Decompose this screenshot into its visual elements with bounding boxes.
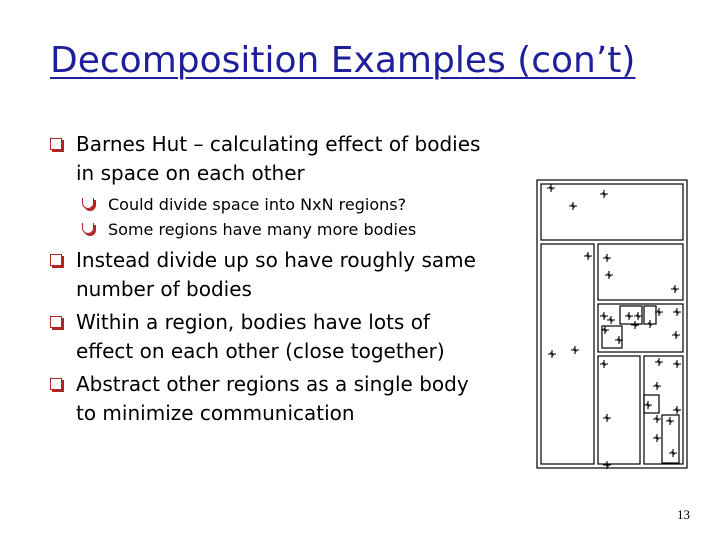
star-body-icon: [584, 252, 592, 260]
region-top: [541, 184, 683, 240]
sub-bullet-item: [82, 192, 490, 217]
star-body-icon: [653, 382, 661, 390]
star-body-icon: [672, 331, 680, 339]
star-body-icon: [644, 401, 652, 409]
star-body-icon: [571, 346, 579, 354]
star-body-icon: [569, 202, 577, 210]
star-body-icon: [673, 308, 681, 316]
star-body-icon: [631, 321, 639, 329]
star-body-icon: [547, 184, 555, 192]
star-body-icon: [653, 434, 661, 442]
barnes-hut-diagram: [535, 178, 690, 470]
bullet-item: [50, 308, 490, 366]
sub-bullet-list: [82, 192, 490, 242]
square-bullet-icon: [50, 378, 62, 390]
star-body-icon: [603, 414, 611, 422]
bullet-item: [50, 130, 490, 242]
square-bullet-icon: [50, 316, 62, 328]
star-body-icon: [669, 449, 677, 457]
square-bullet-icon: [50, 138, 62, 150]
outer-region: [537, 180, 687, 468]
star-body-icon: [600, 190, 608, 198]
star-body-icon: [634, 312, 642, 320]
sub-bullet-text: Some regions have many more bodies: [108, 220, 417, 239]
bullet-text: Instead divide up so have roughly same number of bodies: [76, 248, 476, 301]
region-right-top: [598, 244, 683, 300]
star-body-icon: [625, 312, 633, 320]
bullet-text: Abstract other regions as a single body to minimize communication: [76, 372, 469, 425]
star-body-icon: [607, 316, 615, 324]
star-body-icon: [673, 406, 681, 414]
region-right-mid: [598, 304, 683, 352]
star-body-icon: [605, 271, 613, 279]
bullet-item: [50, 370, 490, 428]
sub-bullet-text: Could divide space into NxN regions?: [108, 195, 407, 214]
star-body-icon: [655, 358, 663, 366]
star-body-icon: [600, 360, 608, 368]
cup-bullet-icon: [82, 198, 94, 209]
bullet-text: Within a region, bodies have lots of effect on each other (close together): [76, 310, 445, 363]
bullet-item: [50, 246, 490, 304]
sub-bullet-item: [82, 217, 490, 242]
star-body-icon: [600, 312, 608, 320]
star-body-icon: [673, 360, 681, 368]
cup-bullet-icon: [82, 223, 94, 234]
cell-a: [620, 306, 642, 324]
square-bullet-icon: [50, 254, 62, 266]
page-number: 13: [677, 507, 690, 522]
slide-title: Decomposition Examples (con’t): [50, 40, 636, 81]
star-body-icon: [646, 320, 654, 328]
bullet-text: Barnes Hut – calculating effect of bodies in space on each other: [76, 132, 481, 185]
star-body-icon: [603, 254, 611, 262]
star-body-icon: [671, 285, 679, 293]
star-body-icon: [653, 415, 661, 423]
star-body-icon: [666, 417, 674, 425]
region-bottom-left: [598, 356, 640, 464]
bullet-list: [50, 130, 490, 432]
star-body-icon: [548, 350, 556, 358]
